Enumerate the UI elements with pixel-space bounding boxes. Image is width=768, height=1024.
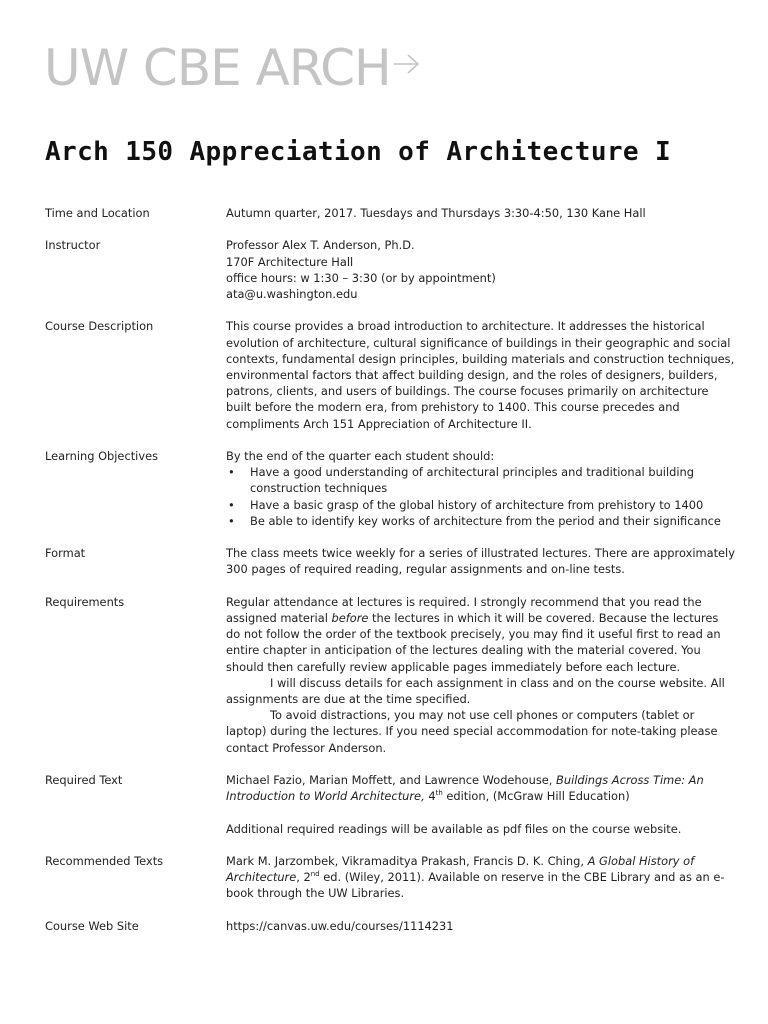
uw-cbe-arch-logo <box>44 40 421 96</box>
row-label: Course Description <box>45 319 154 334</box>
row-label: Instructor <box>45 238 101 253</box>
row-value <box>226 772 735 837</box>
row-value: This course provides a broad introduction to architecture. It addresses the historical evolution of architecture, cultural significance of buildings in their geographic and social contexts, fundamental design principles, building materials and construction techniques, environmental factors that affect building design, and the roles of designers, builders, patrons, clients, and users of buildings. The course focuses primarily on architecture built before the modern era, from prehistory to 1400. This course precedes and compliments Arch 151 Appreciation of Architecture II. <box>226 319 735 431</box>
requirements-paragraph-2: I will discuss details for each assignment in class and on the course website. All assignments are due at the time specified. <box>226 675 725 707</box>
list-item: • Have a good understanding of architectural principles and traditional building construction techniques <box>228 465 694 496</box>
office-hours: office hours: w 1:30 – 3:30 (or by appointment) <box>226 270 496 285</box>
row-label: Recommended Texts <box>45 854 164 868</box>
time-location-row <box>45 205 735 221</box>
format-row <box>45 545 735 577</box>
logo-text-uw-cbe: UW CBE <box>44 39 256 97</box>
list-item: • Have a basic grasp of the global history of architecture from prehistory to 1400 <box>228 497 704 512</box>
recommended-texts-row <box>45 853 735 902</box>
objectives-intro: By the end of the quarter each student should: <box>226 449 495 463</box>
row-value <box>226 853 735 902</box>
instructor-name: Professor Alex T. Anderson, Ph.D. <box>226 238 415 253</box>
logo-text-arch: ARCH <box>255 39 391 97</box>
row-label: Format <box>45 546 86 561</box>
row-value: Autumn quarter, 2017. Tuesdays and Thursdays 3:30-4:50, 130 Kane Hall <box>226 206 646 220</box>
course-website-row <box>45 918 735 934</box>
row-label: Course Web Site <box>45 918 139 933</box>
required-text-row <box>45 772 735 837</box>
row-label: Learning Objectives <box>45 449 159 463</box>
row-value <box>226 237 735 302</box>
recommended-book-citation: Mark M. Jarzombek, Vikramaditya Prakash, Francis D. K. Ching, A Global History of Architecture, 2nd ed. (Wiley, 2011). Available on reserve in the CBE Library and as an e-book through the UW Libraries. <box>226 854 725 901</box>
instructor-email[interactable]: ata@u.washington.edu <box>226 287 358 301</box>
instructor-row <box>45 237 735 302</box>
arrow-right-icon <box>393 52 421 76</box>
learning-objectives-row <box>45 448 735 529</box>
additional-readings-note: Additional required readings will be available as pdf files on the course website. <box>226 821 682 836</box>
bullet-icon: • <box>228 513 235 528</box>
row-value <box>226 448 735 529</box>
row-value: The class meets twice weekly for a series of illustrated lectures. There are approximately 300 pages of required reading, regular assignments and on-line tests. <box>226 546 735 577</box>
bullet-icon: • <box>228 497 235 512</box>
requirements-row <box>45 594 735 756</box>
row-label: Requirements <box>45 594 125 609</box>
row-label: Time and Location <box>45 206 150 220</box>
instructor-office: 170F Architecture Hall <box>226 254 354 269</box>
row-value <box>226 594 735 756</box>
objectives-list <box>226 464 735 529</box>
list-item: • Be able to identify key works of architecture from the period and their significance <box>228 513 721 528</box>
row-label: Required Text <box>45 773 123 788</box>
course-description-row <box>45 318 735 431</box>
course-website-link[interactable]: https://canvas.uw.edu/courses/1114231 <box>226 918 454 933</box>
required-book-citation: Michael Fazio, Marian Moffett, and Lawrence Wodehouse, Buildings Across Time: An Introduction to World Architecture, 4th edition, (McGraw Hill Education) <box>226 773 704 804</box>
requirements-paragraph-3: To avoid distractions, you may not use cell phones or computers (tablet or laptop) during the lectures. If you need special accommodation for note-taking please contact Professor Anderson. <box>226 708 718 755</box>
page-title: Arch 150 Appreciation of Architecture I <box>45 137 672 167</box>
requirements-paragraph-1: Regular attendance at lectures is required. I strongly recommend that you read the assigned material before the lectures in which it will be covered. Because the lectures do not follow the order of the textbook precisely, you may find it useful first to read an entire chapter in anticipation of the lectures dealing with the material covered. You should then carefully review applicable pages immediately before each lecture. <box>226 594 721 674</box>
bullet-icon: • <box>228 465 235 480</box>
syllabus-table <box>45 205 735 934</box>
